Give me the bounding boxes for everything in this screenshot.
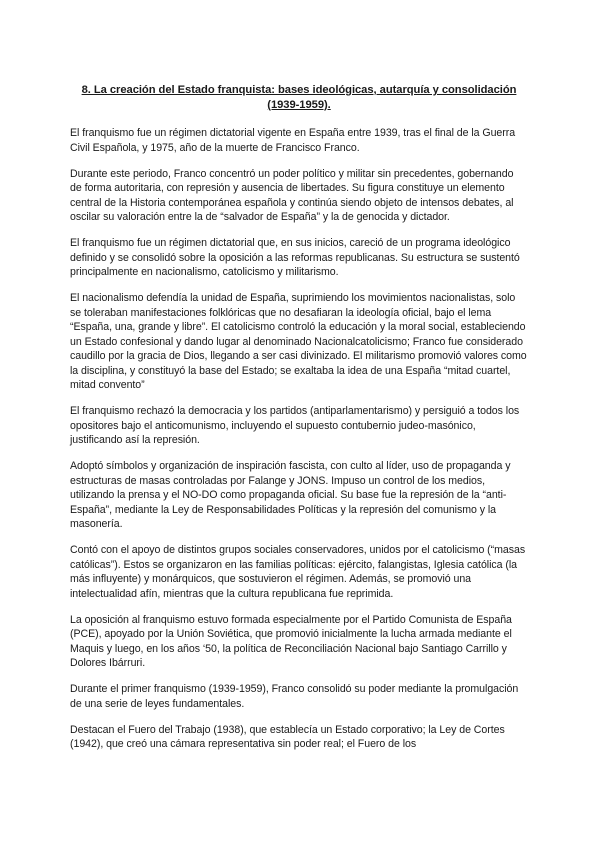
paragraph-intro: El franquismo fue un régimen dictatorial vigente en España entre 1939, tras el final de la Guerra Civil Española, y 1975, año de la muerte de Francisco Franco. <box>70 127 516 154</box>
paragraph-fascist-symbols: Adoptó símbolos y organización de inspiración fascista, con culto al líder, uso de propaganda y estructuras de masas controladas por Falange y JONS. Impuso un control de los medios, utilizando la prensa y el NO-DO como propaganda oficial. Su base fue la represión de la “anti-España”, mediante la Ley de Responsabilidades Políticas y la represión del comunismo y la masonería. <box>70 460 511 531</box>
paragraph-anti-democracy: El franquismo rechazó la democracia y los partidos (antiparlamentarismo) y persiguió a todos los opositores bajo el anticomunismo, incluyendo el supuesto contubernio judeo-masónico, justificando así la represión. <box>70 405 520 447</box>
paragraph-fundamental-laws: Destacan el Fuero del Trabajo (1938), que establecía un Estado corporativo; la Ley de Cortes (1942), que creó una cámara representativa sin poder real; el Fuero de los <box>70 723 505 751</box>
paragraph-first-francoism: Durante el primer franquismo (1939-1959), Franco consolidó su poder mediante la promulgación de una serie de leyes fundamentales. <box>70 683 519 710</box>
paragraph-opposition: La oposición al franquismo estuvo formada especialmente por el Partido Comunista de España (PCE), apoyado por la Unión Soviética, que promovió inicialmente la lucha armada mediante el Maquis y luego, en los años ‘50, la política de Reconciliación Nacional bajo Santiago Carrillo y Dolores Ibárruri. <box>70 613 512 670</box>
paragraph-franco-power: Durante este periodo, Franco concentró un poder político y militar sin precedentes, gobernando de forma autoritaria, con represión y ausencia de libertades. Su figura constituye un elemento central de la Historia contemporánea española y continúa siendo objeto de intensos debates, al oscilar su valoración entre la de “salvador de España” y la de genocida y dictador. <box>70 167 514 224</box>
paragraph-nationalism: El nacionalismo defendía la unidad de España, suprimiendo los movimientos nacionalistas, solo se toleraban manifestaciones folklóricas que no desafiaran la ideología oficial, bajo el lema “España, una, grande y libre”. El catolicismo controló la educación y la moral social, estableciendo un Estado confesional y dando lugar al denominado Nacionalcatolicismo; Franco fue considerado caudillo por la gracia de Dios, llegando a ser casi divinizado. El militarismo promovió valores como la disciplina, y constituyó la base del Estado; se exaltaba la idea de una España “mitad cuartel, mitad convento” <box>70 292 527 392</box>
document-title: 8. La creación del Estado franquista: bases ideológicas, autarquía y consolidación (1939-1959). <box>81 84 517 111</box>
document-body <box>70 83 528 763</box>
paragraph-social-support: Contó con el apoyo de distintos grupos sociales conservadores, unidos por el catolicismo (“masas católicas”). Estos se organizaron en las familias políticas: ejército, falangistas, Iglesia católica (la más influyente) y monárquicos, que sostuvieron el régimen. Además, se promovió una intelectualidad afín, mientras que la cultura republicana fue reprimida. <box>70 544 526 600</box>
paragraph-ideology: El franquismo fue un régimen dictatorial que, en sus inicios, careció de un programa ideológico definido y se consolidó sobre la oposición a las reformas republicanas. Su estructura se sustentó principalmente en nacionalismo, catolicismo y militarismo. <box>70 237 520 279</box>
